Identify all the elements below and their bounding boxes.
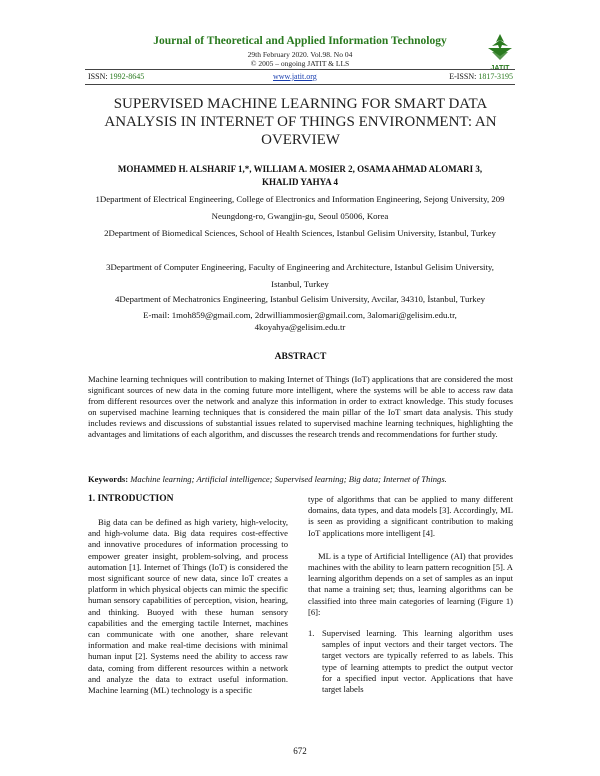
section-heading-introduction: 1. INTRODUCTION — [88, 494, 174, 504]
intro-left-paragraph: Big data can be defined as high variety, high-velocity, and high-volume data. Big data requires cost-effective and innovative procedures of information processing to empower greater insight, problem-solving, and process automation [1]. Internet of Things (IoT) is considered the most significant source of new data, since IoT creates a platform in which physical objects can mimic the specific human sensory capabilities of perception, vision, hearing, and thinking. Buoyed with these human sensory capabilities and the emerging tactile Internet, machines can communicate with one another, share relevant information and make real-time decisions with minimal human input [2]. Systems need the ability to access raw data, coming from different resources within a network and analyze the data to extract useful information. Machine learning (ML) technology is a specific — [88, 517, 288, 696]
affiliation-4: 4Department of Mechatronics Engineering, Istanbul Gelisim University, Avcilar, 34310, İstanbul, Turkey — [114, 294, 486, 304]
issn-label: ISSN: — [88, 72, 108, 81]
header-rule-bottom — [85, 84, 515, 85]
issue-line: 29th February 2020. Vol.98. No 04 — [247, 50, 353, 59]
keywords — [88, 474, 513, 484]
keywords-label: Keywords: — [88, 474, 129, 484]
right-column — [308, 494, 513, 695]
jatit-logo — [478, 30, 522, 74]
abstract-text: Machine learning techniques will contribution to making Internet of Things (IoT) applications that are considered the most significant sources of new data in the coming future more intelligent, where the systems will be able to access raw data from different resources over the network and analyze this information in order to extract knowledge. This study focuses on supervised machine learning techniques that is considered the main pillar of the IoT smart data analysis. This study includes reviews and discussions of substantial issues related to supervised machine learning techniques, highlighting the advantages and limitations of each algorithm, and discusses the research trends and recommendations for further study. — [88, 374, 513, 439]
intro-right-paragraph-2: ML is a type of Artificial Intelligence (AI) that provides machines with the ability to learn pattern recognition [5]. A learning algorithm depends on a set of samples as an input that name a training set; thus, learning algorithms can be classified into three main categories of learning (Figure 1) [6]: — [308, 550, 513, 617]
header-rule-top — [85, 69, 515, 70]
affiliation-2: 2Department of Biomedical Sciences, School of Health Sciences, Istanbul Gelisim University, Istanbul, Turkey — [104, 228, 496, 238]
keywords-text: Machine learning; Artificial intelligence; Supervised learning; Big data; Internet of Things. — [130, 474, 447, 484]
affiliation-1: 1Department of Electrical Engineering, College of Electronics and Information Engineering, Sejong University, 209 Neungdong-ro, Gwangjin-gu, Seoul 05006, Korea — [95, 194, 505, 221]
eissn-label: E-ISSN: — [449, 72, 477, 81]
copyright-line: © 2005 – ongoing JATIT & LLS — [250, 59, 350, 68]
authors-line-1: MOHAMMED H. ALSHARIF 1,*, WILLIAM A. MOSIER 2, OSAMA AHMAD ALOMARI 3, — [117, 164, 483, 174]
email-line-2: 4koyahya@gelisim.edu.tr — [254, 322, 346, 332]
issn-value: 1992-8645 — [109, 72, 145, 81]
authors — [95, 163, 505, 189]
logo-text: JATIT — [490, 65, 510, 72]
journal-title: Journal of Theoretical and Applied Information Technology — [153, 35, 447, 47]
eissn-value: 1817-3195 — [478, 72, 513, 81]
list-item-text: Supervised learning. This learning algorithm uses samples of input vectors and their target vectors. The target vectors are typically referred to as labels. This type of learning attempts to predict the output vector for a specified input vector. Applications that have target labels — [322, 628, 513, 695]
abstract-heading: ABSTRACT — [274, 352, 327, 362]
page-number: 672 — [293, 746, 307, 756]
website-link[interactable]: www.jatit.org — [273, 72, 317, 81]
list-item-supervised — [308, 628, 513, 695]
authors-line-2: KHALID YAHYA 4 — [261, 177, 339, 187]
list-marker: 1. — [308, 628, 315, 639]
paper-title: SUPERVISED MACHINE LEARNING FOR SMART DATA ANALYSIS IN INTERNET OF THINGS ENVIRONMENT: AN OVERVIEW — [104, 96, 497, 148]
email-line-1: E-mail: 1moh859@gmail.com, 2drwilliammosier@gmail.com, 3alomari@gelisim.edu.tr, — [143, 310, 457, 320]
affiliation-3: 3Department of Computer Engineering, Faculty of Engineering and Architecture, Istanbul Gelisim University, Istanbul, Turkey — [106, 262, 494, 289]
intro-right-paragraph-1: type of algorithms that can be applied to many different domains, data types, and data models [3]. Accordingly, ML is seen as providing a significant contribution to making IoT applications more intelligent [4]. — [308, 494, 513, 538]
